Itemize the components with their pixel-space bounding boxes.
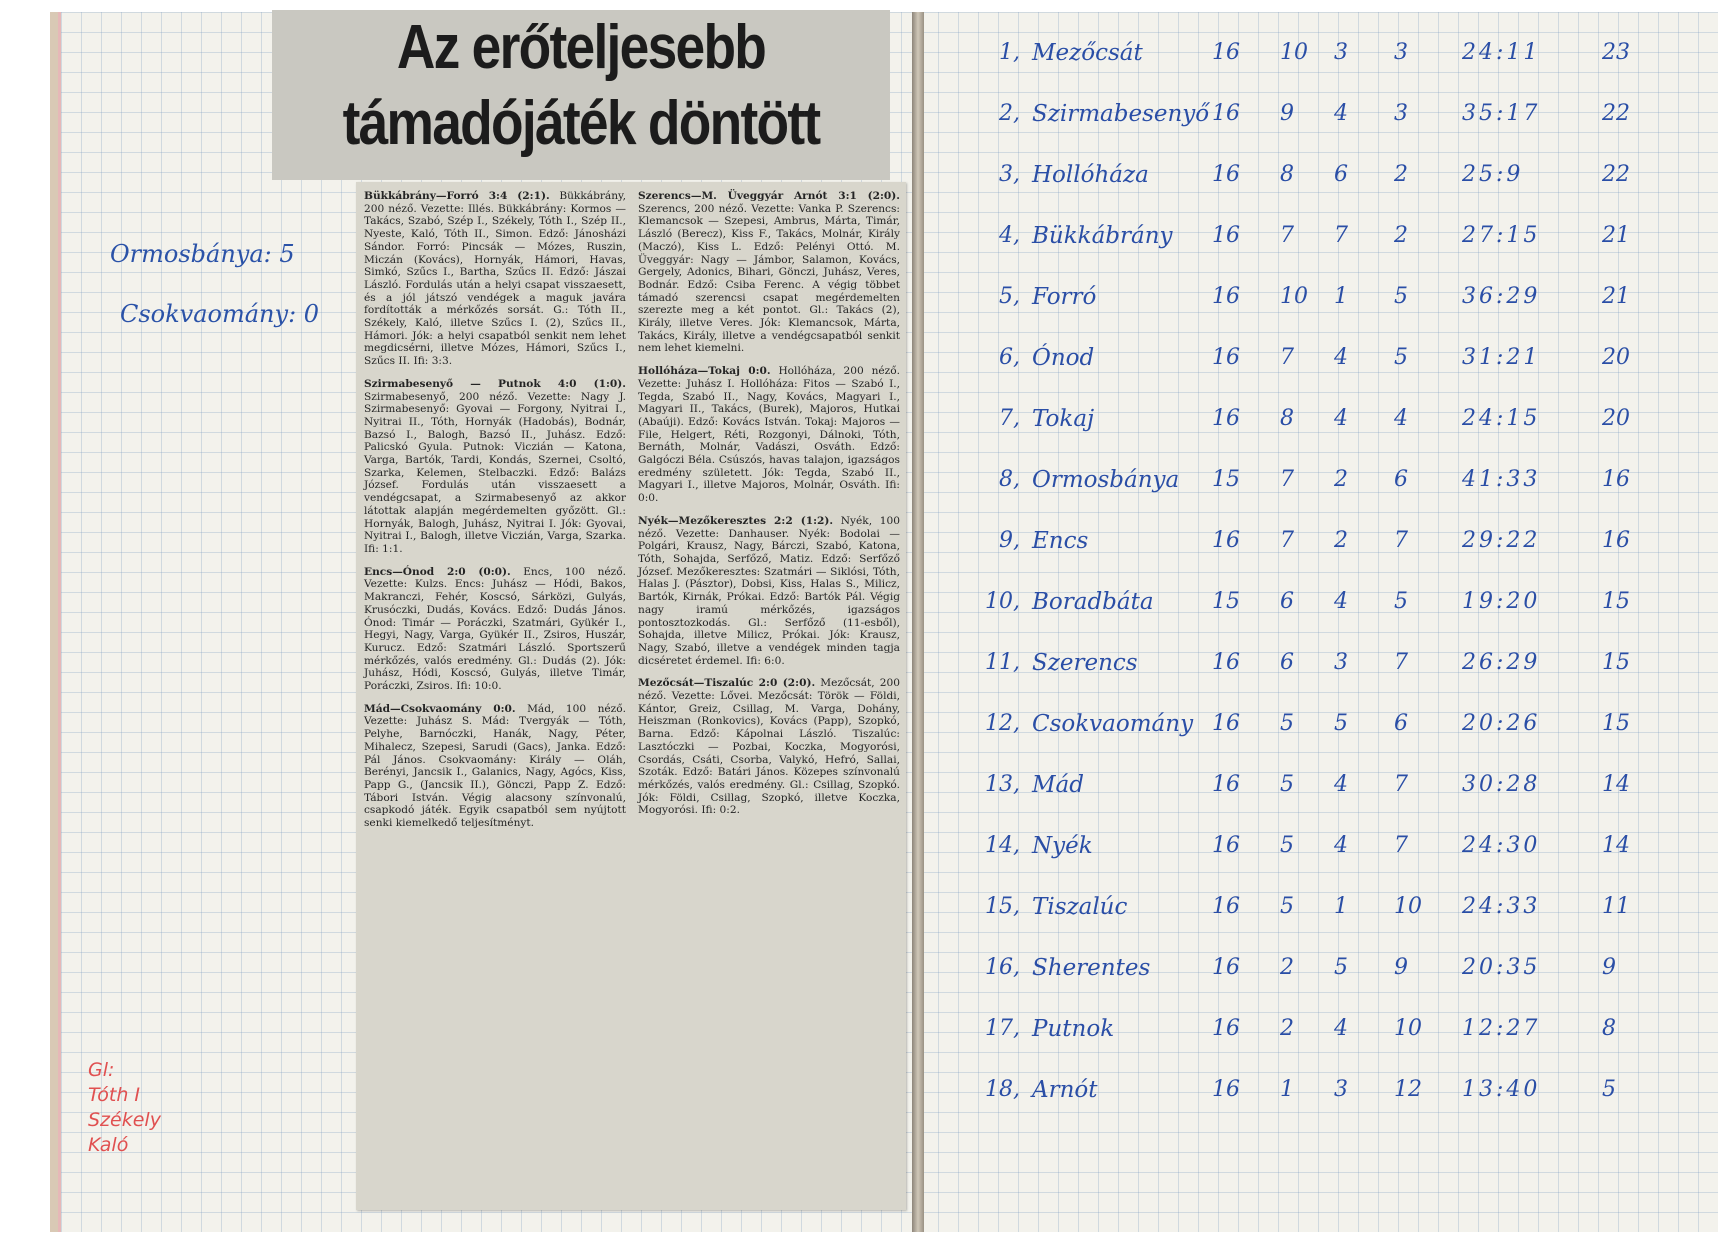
played-cell: 16: [1212, 345, 1240, 370]
rank-cell: 5,: [999, 284, 1020, 309]
table-row: [950, 1002, 1650, 1063]
drawn-cell: 1: [1334, 284, 1348, 309]
lost-cell: 7: [1394, 833, 1408, 858]
team-cell: Sherentes: [1032, 955, 1151, 981]
team-cell: Bükkábrány: [1032, 223, 1173, 249]
points-cell: 14: [1602, 833, 1630, 858]
goals-cell: 35:17: [1462, 101, 1541, 126]
lost-cell: 5: [1394, 284, 1408, 309]
rank-cell: 6,: [999, 345, 1020, 370]
goals-cell: 24:33: [1462, 894, 1541, 919]
drawn-cell: 5: [1334, 955, 1348, 980]
lost-cell: 3: [1394, 40, 1408, 65]
match-title: Szirmabesenyő — Putnok 4:0 (1:0).: [364, 377, 626, 390]
goals-cell: 26:29: [1462, 650, 1541, 675]
rank-cell: 10,: [985, 589, 1020, 614]
goals-cell: 19:20: [1462, 589, 1541, 614]
drawn-cell: 3: [1334, 650, 1348, 675]
points-cell: 15: [1602, 711, 1630, 736]
goals-cell: 36:29: [1462, 284, 1541, 309]
table-row: [950, 331, 1650, 392]
played-cell: 16: [1212, 1016, 1240, 1041]
played-cell: 16: [1212, 833, 1240, 858]
lost-cell: 7: [1394, 650, 1408, 675]
lost-cell: 7: [1394, 528, 1408, 553]
rank-cell: 14,: [985, 833, 1020, 858]
table-row: [950, 26, 1650, 87]
table-row: [950, 697, 1650, 758]
lost-cell: 9: [1394, 955, 1408, 980]
table-row: [950, 941, 1650, 1002]
headline-line-1: Az erőteljesebb: [396, 13, 766, 82]
points-cell: 8: [1602, 1016, 1616, 1041]
match-text: Szirmabesenyő, 200 néző. Vezette: Nagy J. Szirmabesenyő: Gyovai — Forgony, Nyitrai I., Nyitrai II., Tóth, Hornyák (Hadobás), Bodnár, Bazsó I., Balogh, Bazsó II., Juhász. Edző: Palicskó Gyula. Putnok: Viczián — Katona, Varga, Bartók, Tardi, Kondás, Szernei, Csoltó, Szarka, Kelemen, Stelbaczki. Edző: Balázs József. Fordulás után visszaesett a vendégcsapat, a Szirmabesenyő az akkor látottak alapján megérdemelten győzött. Gl.: Hornyák, Balogh, Juhász, Nyitrai I. Jók: Gyovai, Nyitrai I., Balogh, illetve Viczián, Varga, Szarka. Ifi: 1:1.: [364, 390, 626, 555]
lost-cell: 3: [1394, 101, 1408, 126]
table-row: [950, 270, 1650, 331]
drawn-cell: 2: [1334, 467, 1348, 492]
rank-cell: 4,: [999, 223, 1020, 248]
points-cell: 20: [1602, 406, 1630, 431]
rank-cell: 16,: [985, 955, 1020, 980]
won-cell: 8: [1280, 162, 1294, 187]
rank-cell: 2,: [999, 101, 1020, 126]
rank-cell: 9,: [999, 528, 1020, 553]
won-cell: 7: [1280, 223, 1294, 248]
table-row: [950, 1063, 1650, 1124]
drawn-cell: 4: [1334, 1016, 1348, 1041]
goals-cell: 41:33: [1462, 467, 1541, 492]
match-title: Mezőcsát—Tiszalúc 2:0 (2:0).: [638, 677, 816, 690]
lost-cell: 10: [1394, 1016, 1422, 1041]
drawn-cell: 1: [1334, 894, 1348, 919]
team-cell: Putnok: [1032, 1016, 1115, 1042]
team-cell: Mezőcsát: [1032, 40, 1143, 66]
match-text: Mád, 100 néző. Vezette: Juhász S. Mád: Tvergyák — Tóth, Pelyhe, Barnóczki, Hanák, Nagy, Péter, Mihalecz, Szepesi, Sarudi (Gacs), Janka. Edző: Pál János. Csokvaomány: Király — Oláh, Berényi, Jancsik I., Galanics, Nagy, Agócs, Kiss, Papp G., (Jancsik II.), Gönczi, Papp Z. Edző: Tábori István. Végig alacsony színvonalú, csapkodó játék. Egyik csapatból sem nyújtott senki kiemelkedő teljesítményt.: [364, 702, 626, 830]
goals-cell: 24:15: [1462, 406, 1541, 431]
match-title: Szerencs—M. Üveggyár Arnót 3:1 (2:0).: [638, 190, 900, 202]
won-cell: 5: [1280, 772, 1294, 797]
table-row: [950, 514, 1650, 575]
points-cell: 23: [1602, 40, 1630, 65]
match-text: Bükkábrány, 200 néző. Vezette: Illés. Bükkábrány: Kormos — Takács, Szabó, Szép I., Székely, Tóth I., Szép II., Nyeste, Kaló, Tóth II., Simon. Edző: Jánosházi Sándor. Forró: Pincsák — Mózes, Ruszin, Miczán (Kovács), Hornyák, Hámori, Havas, Simkó, Szűcs I., Bartha, Szűcs II. Edző: Jászai László. Fordulás után a helyi csapat visszaesett, és a jól játszó vendégek a maguk javára fordították a mérkőzés sorsát. G.: Tóth II., Székely, Kaló, illetve Szűcs I. (2), Szűcs II., Hámori. Jók: a helyi csapatból senkit nem lehet megdicsérni, illetve Mózes, Hámori, Szűcs I., Szűcs II. Ifi: 3:3.: [364, 190, 627, 368]
won-cell: 2: [1280, 955, 1294, 980]
rank-cell: 12,: [985, 711, 1020, 736]
team-cell: Hollóháza: [1032, 162, 1149, 188]
lost-cell: 10: [1394, 894, 1422, 919]
red-note-line: Tóth I: [88, 1084, 141, 1106]
team-cell: Szerencs: [1032, 650, 1138, 676]
lost-cell: 6: [1394, 467, 1408, 492]
points-cell: 21: [1602, 284, 1630, 309]
drawn-cell: 4: [1334, 772, 1348, 797]
won-cell: 7: [1280, 467, 1294, 492]
drawn-cell: 2: [1334, 528, 1348, 553]
match-title: Hollóháza—Tokaj 0:0.: [638, 365, 771, 378]
points-cell: 16: [1602, 528, 1630, 553]
match-title: Encs—Ónod 2:0 (0:0).: [364, 565, 511, 578]
lost-cell: 12: [1394, 1077, 1422, 1102]
team-cell: Szirmabesenyő: [1032, 101, 1210, 127]
played-cell: 15: [1212, 467, 1240, 492]
team-cell: Ónod: [1032, 345, 1095, 371]
lost-cell: 6: [1394, 711, 1408, 736]
points-cell: 5: [1602, 1077, 1616, 1102]
team-cell: Ormosbánya: [1032, 467, 1180, 493]
handwritten-league-table: [950, 26, 1650, 1124]
red-note-line: Székely: [88, 1109, 161, 1131]
drawn-cell: 4: [1334, 589, 1348, 614]
match-text: Encs, 100 néző. Vezette: Kulzs. Encs: Juhász — Hódi, Bakos, Makranczi, Fehér, Koscsó, Sárközi, Gulyás, Krusóczki, Dudás, Kovács. Edző: Dudás János. Ónod: Timár — Poráczki, Szatmári, Gyükér I., Hegyi, Nagy, Varga, Gyükér II., Zsiros, Huszár, Kurucz. Edző: Szatmári László. Sportszerű mérkőzés, valós eredmény. Gl.: Dudás (2). Jók: Juhász, Hódi, Koscsó, Gulyás, illetve Timár, Poráczki, Zsiros. Ifi: 10:0.: [364, 565, 626, 693]
points-cell: 15: [1602, 589, 1630, 614]
played-cell: 16: [1212, 894, 1240, 919]
won-cell: 10: [1280, 40, 1308, 65]
team-cell: Tokaj: [1032, 406, 1095, 432]
points-cell: 14: [1602, 772, 1630, 797]
table-row: [950, 575, 1650, 636]
goals-cell: 24:30: [1462, 833, 1541, 858]
lost-cell: 2: [1394, 162, 1408, 187]
match-report: [638, 677, 900, 817]
match-title: Bükkábrány—Forró 3:4 (2:1).: [364, 190, 550, 202]
team-cell: Forró: [1032, 284, 1097, 310]
played-cell: 16: [1212, 528, 1240, 553]
goals-cell: 25:9: [1462, 162, 1524, 187]
table-row: [950, 453, 1650, 514]
match-report: [364, 378, 626, 556]
match-text: Nyék, 100 néző. Vezette: Danhauser. Nyék: Bodolai — Polgári, Krausz, Nagy, Bárczi, Szabó, Katona, Tóth, Sohajda, Serfőző, Matiz. Edző: Serfőző József. Mezőkeresztes: Szatmári — Siklósi, Tóth, Halas J. (Pásztor), Dobsi, Kiss, Halas S., Milicz, Bartók, Kirnák, Prókai. Edző: Bartók Pál. Végig nagy iramú mérkőzés, igazságos pontosztozkodás. Gl.: Serfőző (11-esből), Sohajda, illetve Milicz, Prókai. Jók: Krausz, Nagy, Szabó, illetve a vendégek minden tagja dicséretet érdemel. Ifi: 6:0.: [638, 514, 900, 667]
table-row: [950, 758, 1650, 819]
played-cell: 16: [1212, 406, 1240, 431]
team-cell: Tiszalúc: [1032, 894, 1128, 920]
played-cell: 16: [1212, 650, 1240, 675]
points-cell: 9: [1602, 955, 1616, 980]
goals-cell: 29:22: [1462, 528, 1541, 553]
goals-cell: 12:27: [1462, 1016, 1541, 1041]
drawn-cell: 4: [1334, 345, 1348, 370]
won-cell: 2: [1280, 1016, 1294, 1041]
red-handwritten-scorers: [88, 1058, 161, 1158]
points-cell: 21: [1602, 223, 1630, 248]
won-cell: 9: [1280, 101, 1294, 126]
table-row: [950, 636, 1650, 697]
drawn-cell: 4: [1334, 101, 1348, 126]
clipping-column-1: [364, 190, 626, 840]
team-cell: Boradbáta: [1032, 589, 1154, 615]
won-cell: 5: [1280, 894, 1294, 919]
played-cell: 16: [1212, 772, 1240, 797]
rank-cell: 3,: [999, 162, 1020, 187]
handwritten-score-line-2: Csokvaomány: 0: [120, 300, 320, 328]
goals-cell: 13:40: [1462, 1077, 1541, 1102]
red-note-line: Kaló: [88, 1134, 129, 1156]
goals-cell: 20:35: [1462, 955, 1541, 980]
lost-cell: 5: [1394, 589, 1408, 614]
headline-line-2: támadójáték döntött: [342, 89, 820, 158]
rank-cell: 7,: [999, 406, 1020, 431]
match-text: Szerencs, 200 néző. Vezette: Vanka P. Szerencs: Klemancsok — Szepesi, Ambrus, Márta, Timár, László (Berecz), Kiss F., Takács, Molnár, Király (Maczó), Kiss L. Edző: Pelényi Ottó. M. Üveggyár: Nagy — Jámbor, Salamon, Kovács, Gergely, Adonics, Bihari, Gönczi, Juhász, Veres, Bodnár. Edző: Csiba Ferenc. A végig többet támadó szerencsi csapat megérdemelten szerezte meg a két pontot. Gl.: Takács (2), Király, illetve Veres. Jók: Klemancsok, Márta, Takács, Király, illetve a vendégcsapatból senkit nem lehet kiemelni.: [638, 202, 900, 355]
team-cell: Csokvaomány: [1032, 711, 1194, 737]
drawn-cell: 5: [1334, 711, 1348, 736]
played-cell: 16: [1212, 40, 1240, 65]
rank-cell: 17,: [985, 1016, 1020, 1041]
match-report: [638, 190, 900, 355]
won-cell: 5: [1280, 711, 1294, 736]
match-text: Hollóháza, 200 néző. Vezette: Juhász I. Hollóháza: Fitos — Szabó I., Tegda, Szabó II., Nagy, Kovács, Magyari I., Magyari II., Takács, (Burek), Majoros, Hutkai (Abaúji). Edző: Kovács István. Tokaj: Majoros — File, Helgert, Réti, Rozgonyi, Dálnoki, Tóth, Bernáth, Molnár, Vadászi, Osváth. Edző: Galgóczi Béla. Csúszós, havas talajon, igazságos eredmény született. Jók: Tegda, Szabó II., Magyari I., illetve Majoros, Molnár, Osváth. Ifi: 0:0.: [638, 365, 901, 505]
points-cell: 16: [1602, 467, 1630, 492]
goals-cell: 31:21: [1462, 345, 1541, 370]
table-row: [950, 209, 1650, 270]
rank-cell: 1,: [999, 40, 1020, 65]
match-report: [638, 515, 900, 667]
newspaper-clipping: [356, 182, 906, 1210]
goals-cell: 24:11: [1462, 40, 1541, 65]
match-text: Mezőcsát, 200 néző. Vezette: Lővei. Mezőcsát: Török — Földi, Kántor, Greiz, Csillag, M. Varga, Dohány, Heiszman (Ronkovics), Kovács (Papp), Szopkó, Barna. Edző: Kápolnai László. Tiszalúc: Lasztóczki — Pozbai, Koczka, Mogyorósi, Csordás, Csáti, Csorba, Valykó, Hefró, Sallai, Szoták. Edző: Batári János. Közepes színvonalú mérkőzés, valós eredmény. Gl.: Csillag, Szopkó. Jók: Földi, Csillag, Szopkó, illetve Koczka, Mogyorósi. Ifi: 0:2.: [638, 677, 900, 817]
drawn-cell: 3: [1334, 1077, 1348, 1102]
rank-cell: 13,: [985, 772, 1020, 797]
team-cell: Encs: [1032, 528, 1089, 554]
drawn-cell: 7: [1334, 223, 1348, 248]
table-row: [950, 87, 1650, 148]
rank-cell: 8,: [999, 467, 1020, 492]
points-cell: 15: [1602, 650, 1630, 675]
played-cell: 16: [1212, 1077, 1240, 1102]
match-report: [638, 365, 900, 505]
played-cell: 16: [1212, 284, 1240, 309]
table-row: [950, 880, 1650, 941]
goals-cell: 30:28: [1462, 772, 1541, 797]
team-cell: Nyék: [1032, 833, 1093, 859]
clipping-column-2: [638, 190, 900, 827]
match-title: Mád—Csokvaomány 0:0.: [364, 702, 516, 715]
points-cell: 11: [1602, 894, 1630, 919]
handwritten-score-line-1: Ormosbánya: 5: [110, 240, 295, 268]
points-cell: 22: [1602, 101, 1630, 126]
played-cell: 16: [1212, 955, 1240, 980]
won-cell: 1: [1280, 1077, 1294, 1102]
match-report: [364, 703, 626, 830]
red-note-line: Gl:: [88, 1059, 115, 1081]
won-cell: 10: [1280, 284, 1308, 309]
goals-cell: 27:15: [1462, 223, 1541, 248]
team-cell: Mád: [1032, 772, 1084, 798]
newspaper-headline: [272, 10, 890, 180]
notebook-spine: [912, 12, 924, 1232]
lost-cell: 7: [1394, 772, 1408, 797]
drawn-cell: 4: [1334, 406, 1348, 431]
table-row: [950, 819, 1650, 880]
played-cell: 15: [1212, 589, 1240, 614]
drawn-cell: 3: [1334, 40, 1348, 65]
drawn-cell: 4: [1334, 833, 1348, 858]
match-report: [364, 566, 626, 693]
lost-cell: 5: [1394, 345, 1408, 370]
played-cell: 16: [1212, 101, 1240, 126]
won-cell: 6: [1280, 650, 1294, 675]
won-cell: 8: [1280, 406, 1294, 431]
rank-cell: 15,: [985, 894, 1020, 919]
match-report: [364, 190, 626, 368]
won-cell: 7: [1280, 528, 1294, 553]
rank-cell: 11,: [985, 650, 1020, 675]
lost-cell: 4: [1394, 406, 1408, 431]
won-cell: 6: [1280, 589, 1294, 614]
lost-cell: 2: [1394, 223, 1408, 248]
match-title: Nyék—Mezőkeresztes 2:2 (1:2).: [638, 514, 834, 527]
won-cell: 7: [1280, 345, 1294, 370]
rank-cell: 18,: [985, 1077, 1020, 1102]
played-cell: 16: [1212, 223, 1240, 248]
played-cell: 16: [1212, 162, 1240, 187]
goals-cell: 20:26: [1462, 711, 1541, 736]
won-cell: 5: [1280, 833, 1294, 858]
team-cell: Arnót: [1032, 1077, 1098, 1103]
points-cell: 22: [1602, 162, 1630, 187]
table-row: [950, 392, 1650, 453]
table-row: [950, 148, 1650, 209]
points-cell: 20: [1602, 345, 1630, 370]
played-cell: 16: [1212, 711, 1240, 736]
drawn-cell: 6: [1334, 162, 1348, 187]
